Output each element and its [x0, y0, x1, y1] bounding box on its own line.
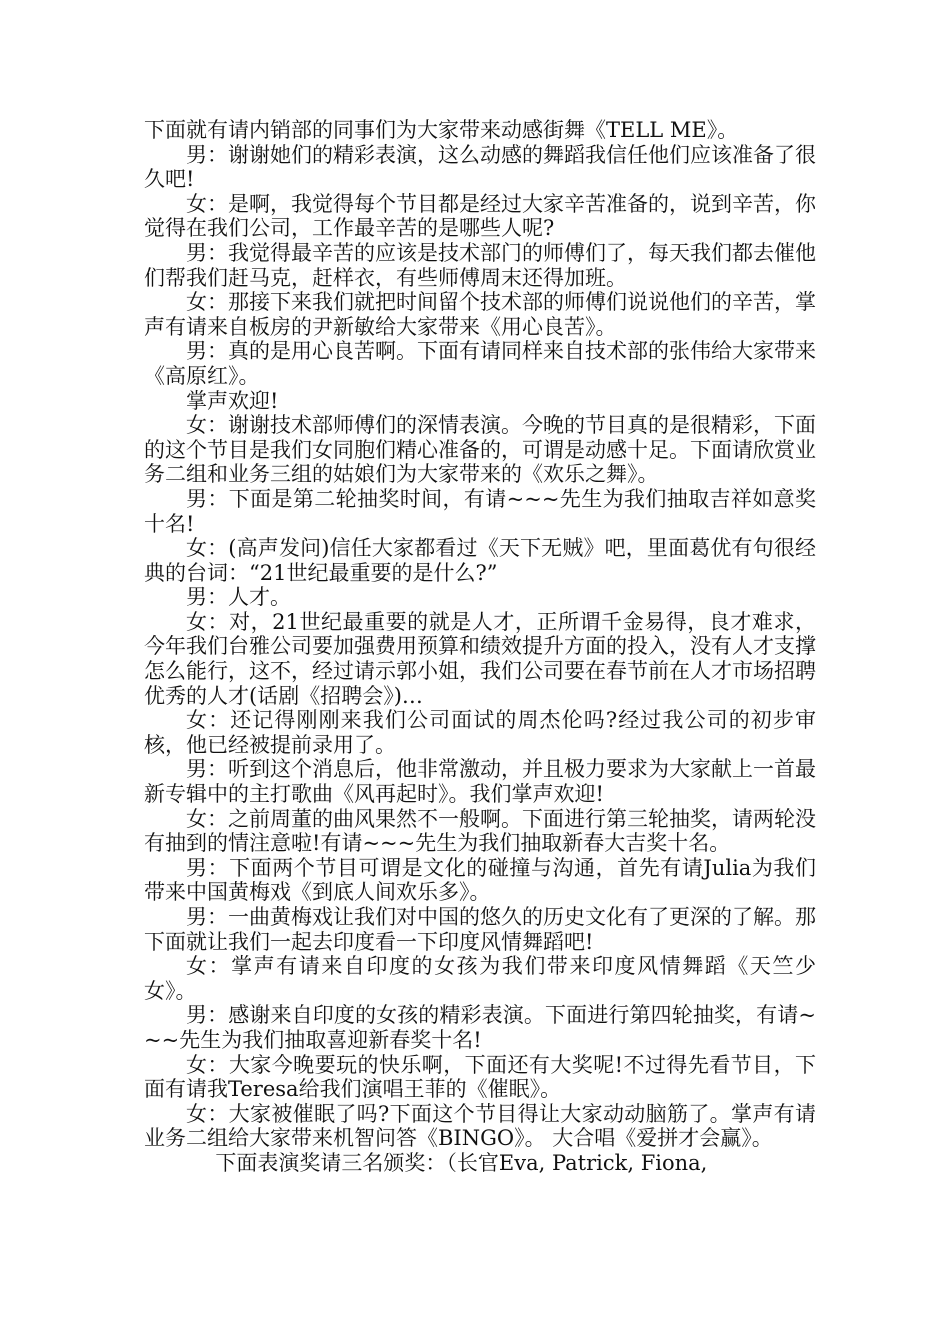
paragraph-13: 女：还记得刚刚来我们公司面试的周杰伦吗?经过我公司的初步审核，他已经被提前录用了。 — [144, 708, 816, 757]
paragraph-21: 女：大家被催眠了吗?下面这个节目得让大家动动脑筋了。掌声有请业务二组给大家带来机智问答《BINGO》。 大合唱《爱拼才会赢》。 — [144, 1101, 816, 1151]
paragraph-22: 下面表演奖请三名颁奖：（长官Eva, Patrick, Fiona, — [215, 1150, 708, 1175]
paragraph-1: 下面就有请内销部的同事们为大家带来动感街舞《TELL ME》。 — [144, 118, 739, 142]
paragraph-8: 女：谢谢技术部师傅们的深情表演。今晚的节目真的是很精彩，下面的这个节目是我们女同胞们精心准备的，可谓是动感十足。下面请欣赏业务二组和业务三组的姑娘们为大家带来的《欢乐之舞》。 — [144, 413, 816, 487]
paragraph-15: 女：之前周董的曲风果然不一般啊。下面进行第三轮抽奖，请两轮没有抽到的情注意啦!有请~~~先生为我们抽取新春大吉奖十名。 — [144, 806, 816, 856]
paragraph-6: 男：真的是用心良苦啊。下面有请同样来自技术部的张伟给大家带来《高原红》。 — [144, 339, 816, 388]
paragraph-16: 男：下面两个节目可谓是文化的碰撞与沟通，首先有请Julia为我们带来中国黄梅戏《到底人间欢乐多》。 — [144, 855, 816, 905]
paragraph-3: 女：是啊，我觉得每个节目都是经过大家辛苦准备的，说到辛苦，你觉得在我们公司，工作最辛苦的是哪些人呢? — [144, 191, 816, 241]
document-body — [144, 118, 816, 1176]
paragraph-4: 男：我觉得最辛苦的应该是技术部门的师傅们了，每天我们都去催他们帮我们赶马克，赶样衣，有些师傅周末还得加班。 — [144, 240, 816, 290]
paragraph-17: 男：一曲黄梅戏让我们对中国的悠久的历史文化有了更深的了解。那下面就让我们一起去印度看一下印度风情舞蹈吧! — [144, 905, 816, 954]
paragraph-5: 女：那接下来我们就把时间留个技术部的师傅们说说他们的辛苦，掌声有请来自板房的尹新敏给大家带来《用心良苦》。 — [144, 290, 816, 339]
paragraph-7: 掌声欢迎! — [186, 388, 279, 413]
paragraph-14: 男：听到这个消息后，他非常激动，并且极力要求为大家献上一首最新专辑中的主打歌曲《风再起时》。我们掌声欢迎! — [144, 757, 816, 807]
paragraph-2: 男：谢谢她们的精彩表演，这么动感的舞蹈我信任他们应该准备了很久吧! — [144, 142, 816, 192]
paragraph-12: 女：对，21世纪最重要的就是人才，正所谓千金易得，良才难求，今年我们台雅公司要加强费用预算和绩效提升方面的投入，没有人才支撑怎么能行，这不，经过请示郭小姐，我们公司要在春节前在人才市场招聘优秀的人才(话剧《招聘会》)… — [144, 609, 816, 708]
paragraph-11: 男：人才。 — [186, 585, 291, 610]
paragraph-20: 女：大家今晚要玩的快乐啊，下面还有大奖呢!不过得先看节目，下面有请我Teresa给我们演唱王菲的《催眠》。 — [144, 1052, 816, 1102]
paragraph-18: 女：掌声有请来自印度的女孩为我们带来印度风情舞蹈《天竺少女》。 — [144, 954, 816, 1003]
paragraph-19: 男：感谢来自印度的女孩的精彩表演。下面进行第四轮抽奖，有请~~~先生为我们抽取喜迎新春奖十名! — [144, 1003, 816, 1052]
paragraph-10: 女：(高声发问)信任大家都看过《天下无贼》吧，里面葛优有句很经典的台词：“21世纪最重要的是什么?” — [144, 536, 816, 585]
paragraph-9: 男：下面是第二轮抽奖时间，有请~~~先生为我们抽取吉祥如意奖十名! — [144, 486, 816, 536]
